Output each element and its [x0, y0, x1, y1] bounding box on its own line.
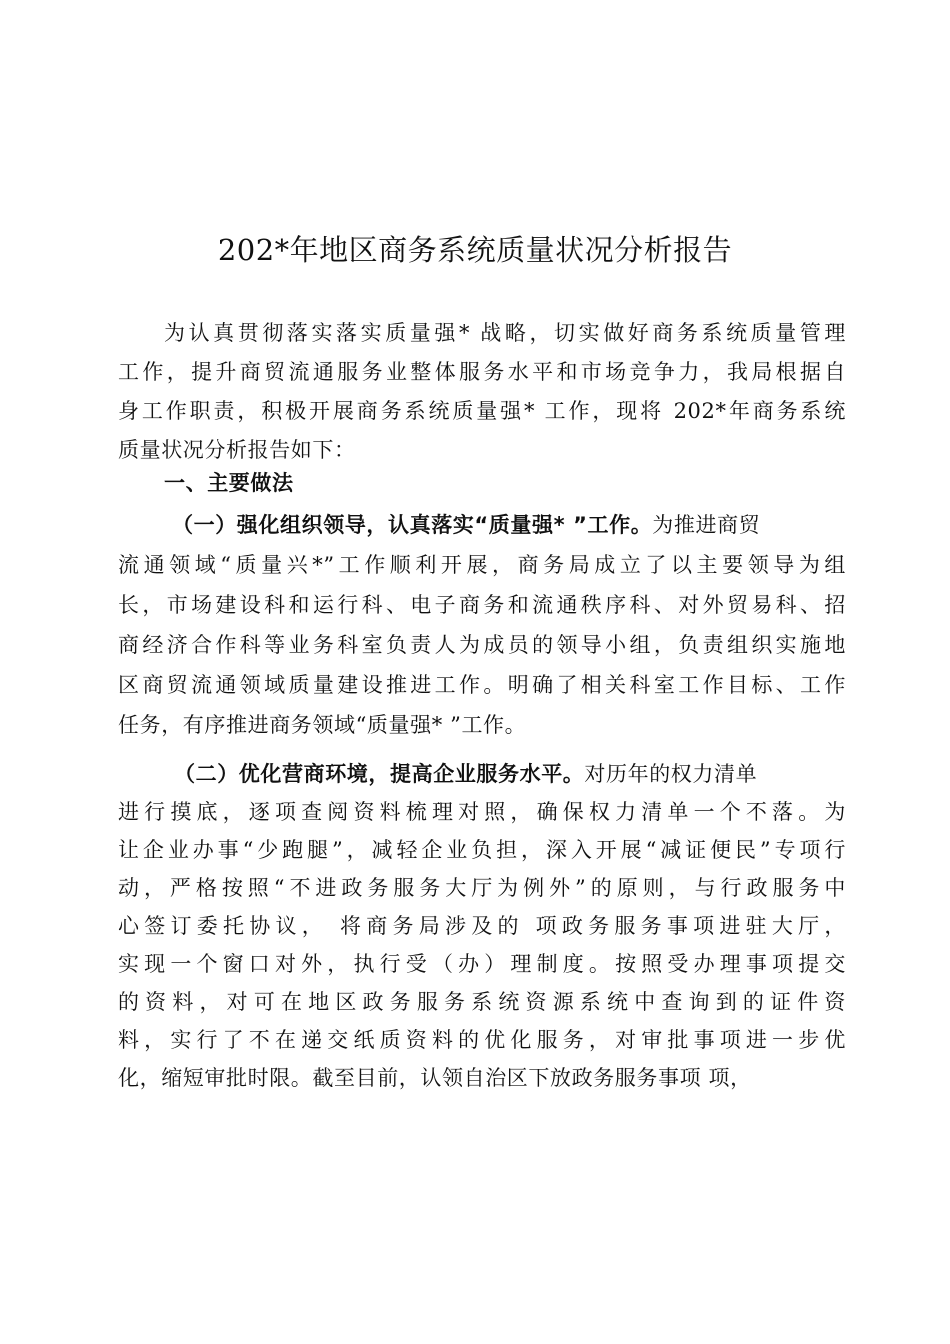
- subsection-2-line: 进行摸底，逐项查阅资料梳理对照，确保权力清单一个不落。为: [118, 800, 846, 824]
- subsection-1-line: 商经济合作科等业务科室负责人为成员的领导小组，负责组织实施地: [118, 633, 846, 657]
- subsection-1-line: 区商贸流通领域质量建设推进工作。明确了相关科室工作目标、工作: [118, 673, 846, 697]
- intro-paragraph: [118, 314, 846, 470]
- subsection-2-line: 让企业办事“少跑腿”，减轻企业负担，深入开展“减证便民”专项行: [118, 838, 846, 862]
- subsection-1-first-line: [118, 505, 846, 545]
- intro-line: 质量状况分析报告如下：: [118, 438, 356, 462]
- subsection-2-first-line: [118, 755, 846, 793]
- subsection-1: [118, 505, 846, 745]
- section-heading: [118, 464, 846, 503]
- subsection-2-line: 料，实行了不在递交纸质资料的优化服务，对审批事项进一步优: [118, 1028, 846, 1052]
- subsection-2-line: 的资料，对可在地区政务服务系统资源系统中查询到的证件资: [118, 990, 846, 1014]
- subsection-1-line: 长，市场建设科和运行科、电子商务和流通秩序科、对外贸易科、招: [118, 593, 846, 617]
- intro-line: 工作，提升商贸流通服务业整体服务水平和市场竞争力，我局根据自: [118, 360, 846, 384]
- subsection-2-line: 化，缩短审批时限。截至目前，认领自治区下放政务服务事项 项，: [118, 1066, 752, 1090]
- subsection-2-heading: （二）优化营商环境，提高企业服务水平。: [174, 762, 585, 786]
- subsection-2-line: 心签订委托协议， 将商务局涉及的 项政务服务事项进驻大厅，: [118, 914, 846, 938]
- document-title: 202*年地区商务系统质量状况分析报告: [217, 233, 733, 267]
- subsection-1-line: 任务，有序推进商务领域“质量强* ”工作。: [118, 713, 527, 737]
- subsection-2: [118, 755, 846, 1097]
- subsection-2-line: 实现一个窗口对外，执行受（办）理制度。按照受办理事项提交: [118, 952, 846, 976]
- intro-line: 身工作职责，积极开展商务系统质量强* 工作，现将 202*年商务系统: [118, 399, 846, 423]
- subsection-1-heading: （一）强化组织领导，认真落实“质量强* ”工作。: [172, 513, 653, 537]
- subsection-2-line: 动，严格按照“不进政务服务大厅为例外”的原则，与行政服务中: [118, 876, 846, 900]
- subsection-1-line: 流通领域“质量兴*”工作顺利开展，商务局成立了以主要领导为组: [118, 553, 846, 577]
- subsection-1-text: 为推进商贸: [652, 513, 761, 537]
- intro-line: 为认真贯彻落实落实质量强* 战略，切实做好商务系统质量管理: [164, 321, 846, 345]
- subsection-2-text: 对历年的权力清单: [584, 762, 758, 786]
- section-heading-text: 一、主要做法: [164, 471, 294, 495]
